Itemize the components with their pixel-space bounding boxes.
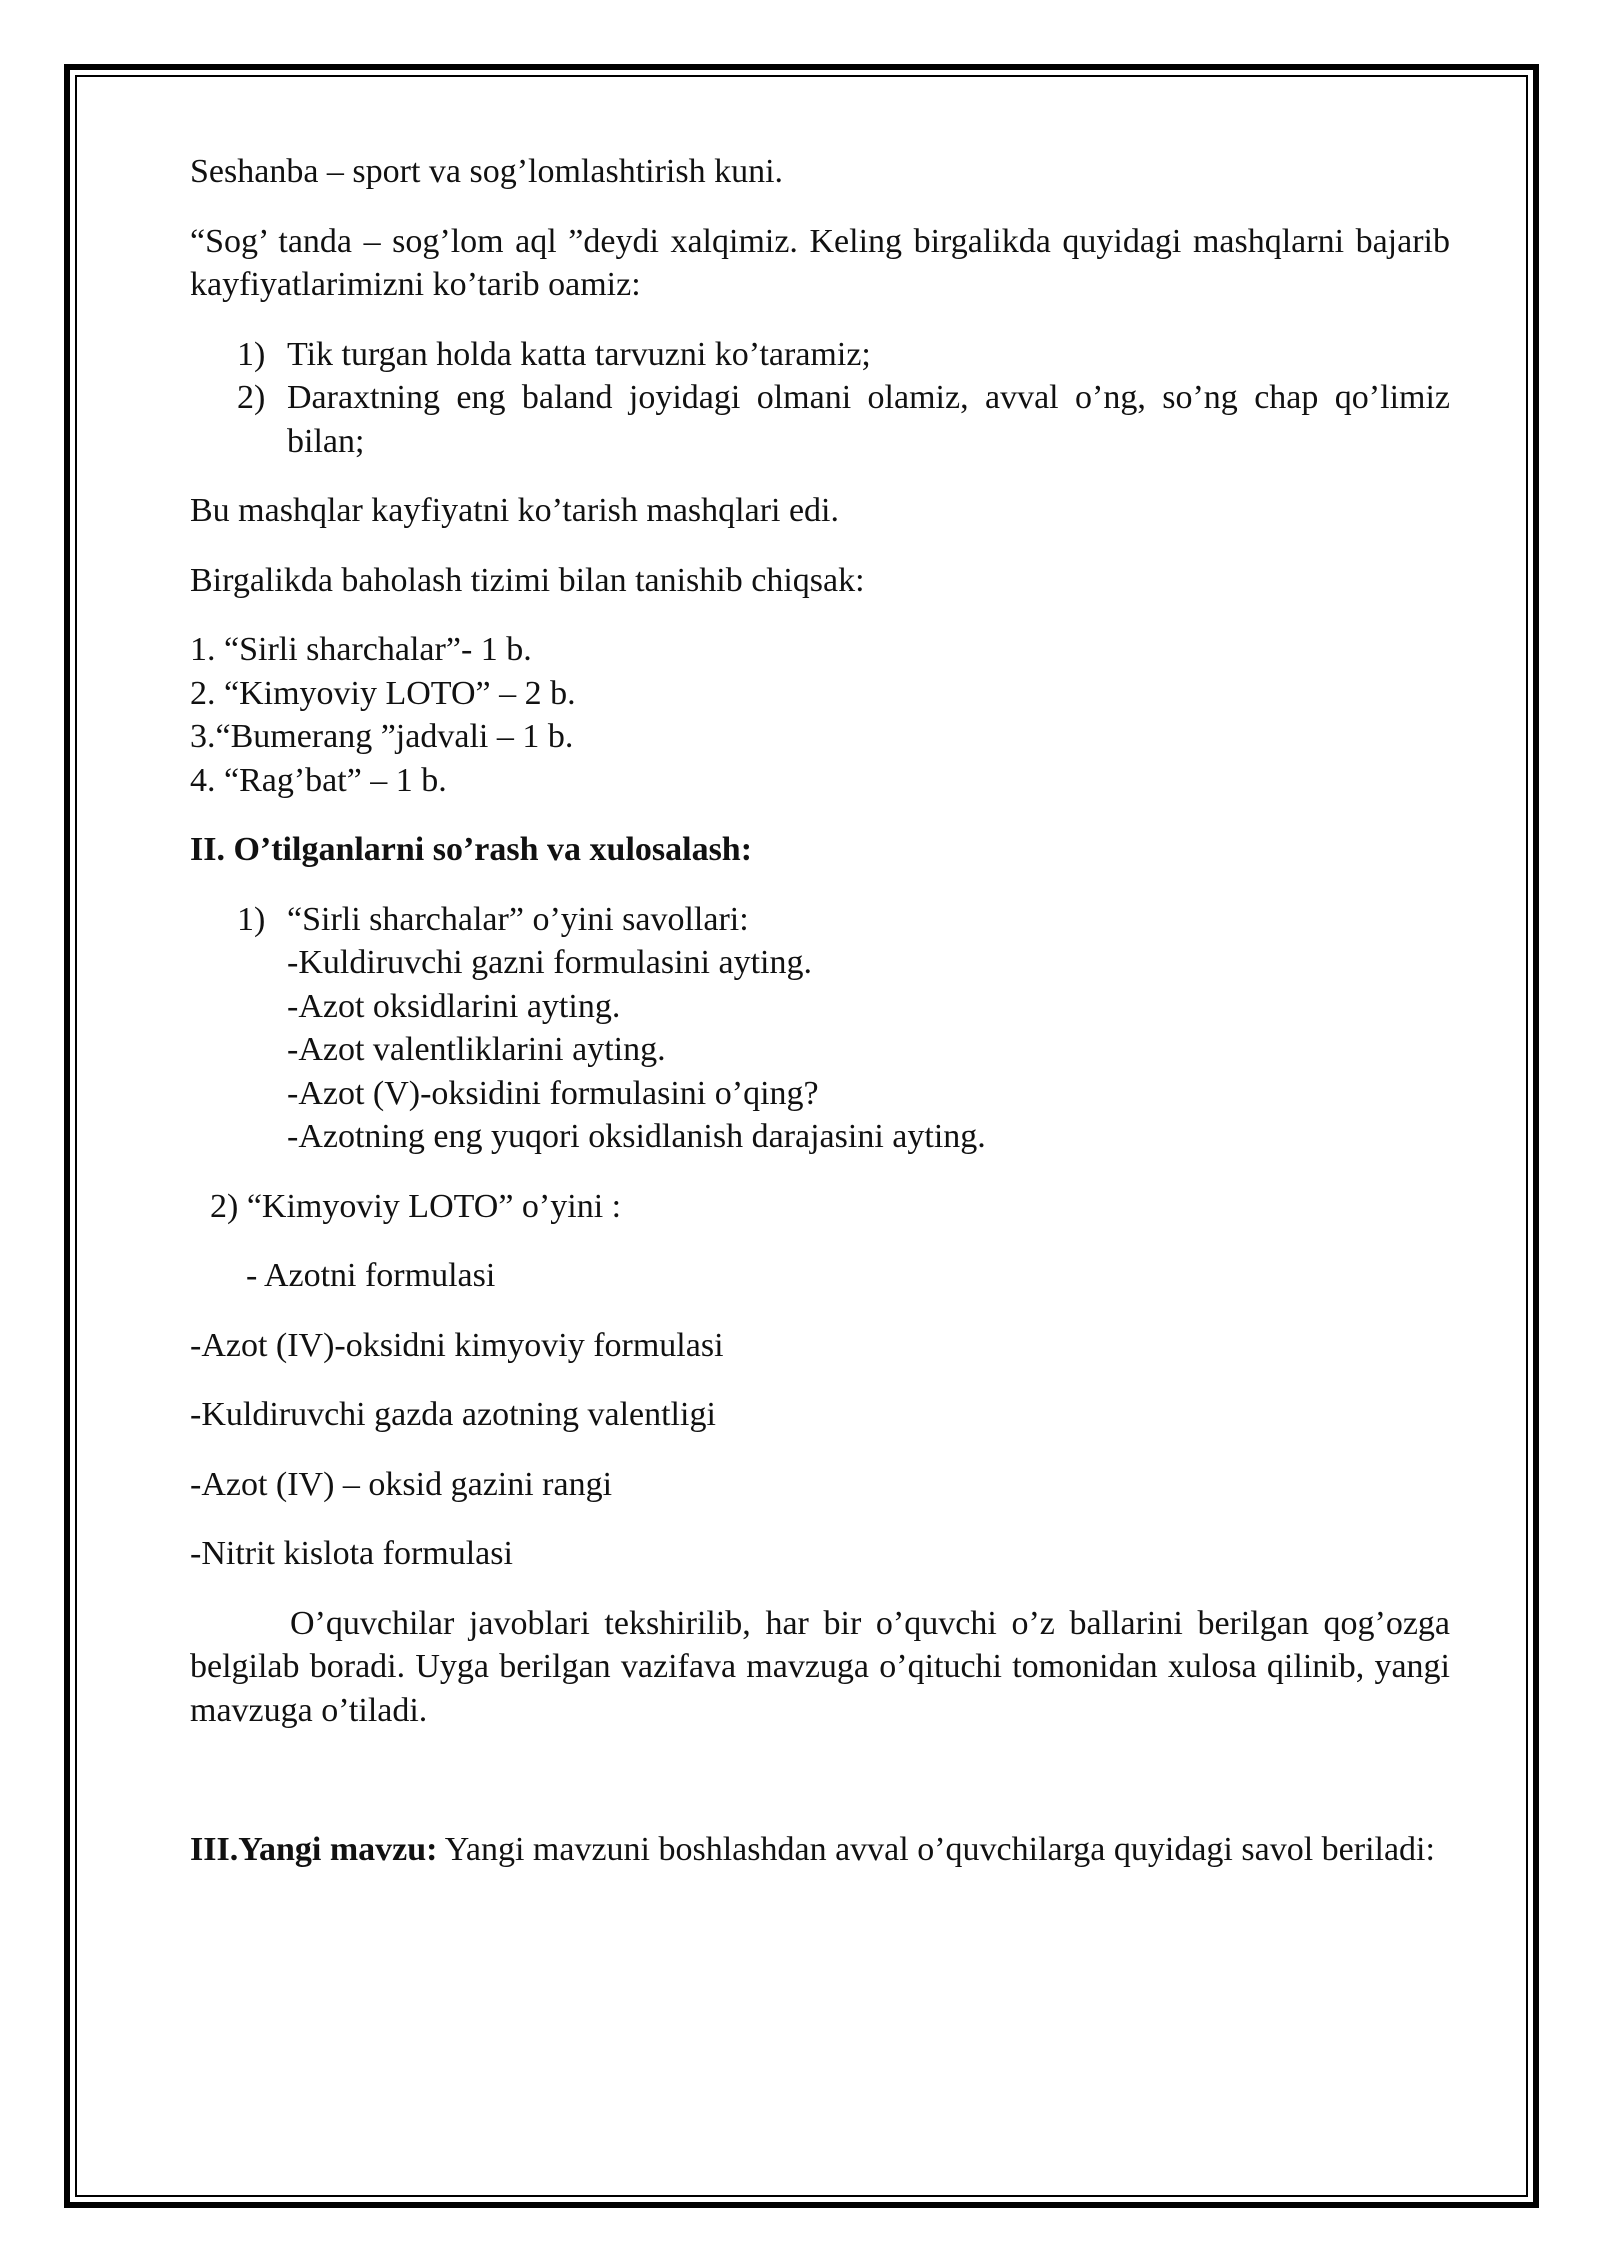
conclusion-paragraph: O’quvchilar javoblari tekshirilib, har bir o’quvchi o’z ballarini berilgan qog’ozga belgilab boradi. Uyga berilgan vazifava mavzuga o’qituchi tomonidan xulosa qilinib, yangi mavzuga o’tiladi. xyxy=(190,1604,1450,1729)
list-item: -Azot valentliklarini ayting. xyxy=(287,1031,666,1068)
list-item: 1. “Sirli sharchalar”- 1 b. xyxy=(190,631,532,668)
list-number: 1) xyxy=(237,335,266,373)
list-item: 2. “Kimyoviy LOTO” – 2 b. xyxy=(190,674,576,712)
list-number: 1) xyxy=(237,900,266,938)
list-number: 2) xyxy=(237,379,266,416)
list-item xyxy=(190,376,1450,463)
list-item: -Azot (V)-oksidini formulasini o’qing? xyxy=(287,1074,819,1112)
scoring-intro: Birgalikda baholash tizimi bilan tanishib chiqsak: xyxy=(190,561,865,599)
section-2-heading: II. O’tilganlarni so’rash va xulosalash: xyxy=(190,831,753,868)
list-item: -Kuldiruvchi gazda azotning valentligi xyxy=(190,1396,716,1433)
list-item xyxy=(190,333,1450,377)
game-2-title: 2) “Kimyoviy LOTO” o’yini : xyxy=(210,1187,622,1225)
exercise-summary: Bu mashqlar kayfiyatni ko’tarish mashqlari edi. xyxy=(190,492,840,529)
intro-paragraph: “Sog’ tanda – sog’lom aql ”deydi xalqimiz. Keling birgalikda quyidagi mashqlarni bajarib kayfiyatlarimizni ko’tarib oamiz: xyxy=(190,222,1450,303)
spacer xyxy=(190,1758,1450,1828)
list-item: -Azot oksidlarini ayting. xyxy=(287,987,621,1025)
game-1-title: “Sirli sharchalar” o’yini savollari: xyxy=(287,900,749,938)
list-item: -Kuldiruvchi gazni formulasini ayting. xyxy=(287,944,812,981)
game-1-block xyxy=(190,898,1450,1159)
list-text: Tik turgan holda katta tarvuzni ko’taramiz; xyxy=(287,335,871,373)
list-item: - Azotni formulasi xyxy=(246,1257,496,1294)
list-item: 3.“Bumerang ”jadvali – 1 b. xyxy=(190,718,574,755)
day-title: Seshanba – sport va sog’lomlashtirish kuni. xyxy=(190,153,784,190)
section-3-paragraph xyxy=(190,1828,1450,1872)
list-item: -Azot (IV) – oksid gazini rangi xyxy=(190,1465,613,1503)
list-item: -Azotning eng yuqori oksidlanish darajasini ayting. xyxy=(287,1118,986,1155)
list-item: 4. “Rag’bat” – 1 b. xyxy=(190,761,447,799)
exercise-list xyxy=(190,333,1450,464)
section-3-text: Yangi mavzuni boshlashdan avval o’quvchilarga quyidagi savol beriladi: xyxy=(437,1831,1435,1868)
list-text: Daraxtning eng baland joyidagi olmani olamiz, avval o’ng, so’ng chap qo’limiz bilan; xyxy=(287,379,1450,460)
list-item: -Nitrit kislota formulasi xyxy=(190,1535,513,1572)
scoring-list xyxy=(190,628,1450,802)
list-item: -Azot (IV)-oksidni kimyoviy formulasi xyxy=(190,1326,724,1364)
document-body xyxy=(190,150,1450,1898)
section-3-heading: III.Yangi mavzu: xyxy=(190,1831,438,1868)
